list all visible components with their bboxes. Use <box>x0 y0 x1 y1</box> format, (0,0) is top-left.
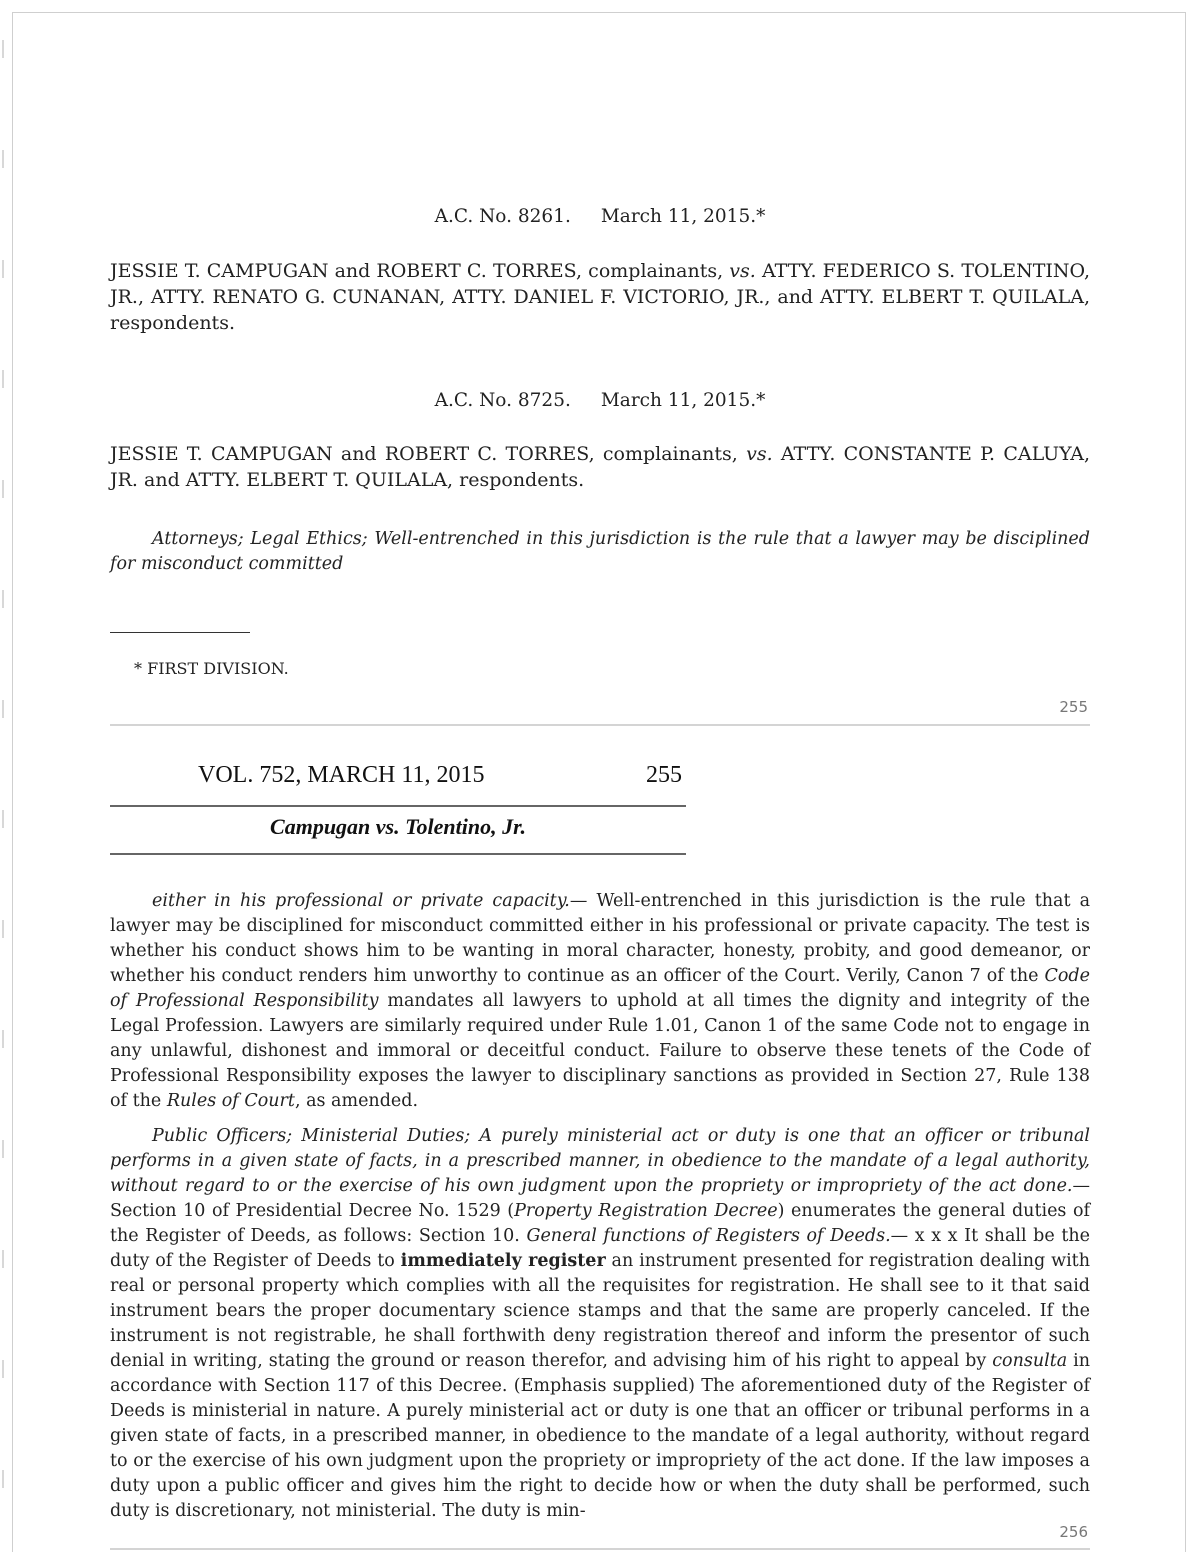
header-rule-bottom <box>110 853 686 855</box>
case2-number: A.C. No. 8725. <box>434 390 571 411</box>
footnote <box>134 656 1114 681</box>
page-separator-2 <box>110 1548 1090 1550</box>
case1-caption <box>110 258 1090 336</box>
case-title: Campugan vs. Tolentino, Jr. <box>270 814 526 839</box>
case2-complainants: JESSIE T. CAMPUGAN and ROBERT C. TORRES, complainants, <box>110 443 738 465</box>
syllabus-text: Attorneys; Legal Ethics; Well-entrenched in this jurisdiction is the rule that a lawyer may be disciplined for misconduct committed <box>110 529 1090 574</box>
case2-date: March 11, 2015.* <box>600 390 766 411</box>
case1-respondents: ATTY. FEDERICO S. TOLENTINO, JR., ATTY. RENATO G. CUNANAN, ATTY. DANIEL F. VICTORIO, JR., and ATTY. ELBERT T. QUILALA, respondents. <box>110 260 1090 334</box>
syllabus-para-2: Public Officers; Ministerial Duties; A purely ministerial act or duty is one that an officer or tribunal performs in a given state of facts, in a prescribed manner, in obedience to the mandate of a legal authority, without regard to or the exercise of his own judgment upon the propriety or impropriety of the act done.— Section 10 of Presidential Decree No. 1529 (Property Registration Decree) enumerates the general duties of the Register of Deeds, as follows: Section 10. General functions of Registers of Deeds.— x x x It shall be the duty of the Register of Deeds to immediately register an instrument presented for registration dealing with real or personal property which complies with all the requisites for registration. He shall see to it that said instrument bears the proper documentary science stamps and that the same are properly canceled. If the instrument is not registrable, he shall forthwith deny registration thereof and inform the presentor of such denial in writing, stating the ground or reason therefor, and advising him of his right to appeal by consulta in accordance with Section 117 of this Decree. (Emphasis supplied) The aforementioned duty of the Register of Deeds is ministerial in nature. A purely ministerial act or duty is one that an officer or tribunal performs in a given state of facts, in a prescribed manner, in obedience to the mandate of a legal authority, without regard to or the exercise of his own judgment upon the propriety or impropriety of the act done. If the law imposes a duty upon a public officer and gives him the right to decide how or when the duty shall be performed, such duty is discretionary, not ministerial. The duty is min- <box>110 1126 1090 1521</box>
case2-respondents: ATTY. CONSTANTE P. CALUYA, JR. and ATTY. ELBERT T. QUILALA, respondents. <box>110 443 1090 491</box>
case1-header <box>110 204 1090 229</box>
case2-caption <box>110 441 1090 493</box>
case1-number: A.C. No. 8261. <box>434 206 571 227</box>
running-page-number: 255 <box>646 762 682 788</box>
footnote-rule <box>110 632 250 633</box>
case1-complainants: JESSIE T. CAMPUGAN and ROBERT C. TORRES, complainants, <box>110 260 724 282</box>
case1-vs: vs. <box>729 260 756 282</box>
page-separator-1 <box>110 724 1090 726</box>
scroll-ruler <box>2 0 8 1553</box>
page-number-256: 256 <box>1059 1523 1088 1541</box>
running-head: VOL. 752, MARCH 11, 2015 <box>198 762 485 788</box>
case2-header <box>110 388 1090 413</box>
syllabus-para-1: either in his professional or private capacity.— Well-entrenched in this jurisdiction is the rule that a lawyer may be disciplined for misconduct committed either in his professional or private capacity. The test is whether his conduct shows him to be wanting in moral character, honesty, probity, and good demeanor, or whether his conduct renders him unworthy to continue as an officer of the Court. Verily, Canon 7 of the Code of Professional Responsibility mandates all lawyers to uphold at all times the dignity and integrity of the Legal Profession. Lawyers are similarly required under Rule 1.01, Canon 1 of the same Code not to engage in any unlawful, dishonest and immoral or deceitful conduct. Failure to observe these tenets of the Code of Professional Responsibility exposes the lawyer to disciplinary sanctions as provided in Section 27, Rule 138 of the Rules of Court, as amended. <box>110 891 1091 1111</box>
case2-vs: vs. <box>746 443 773 465</box>
footnote-text: * FIRST DIVISION. <box>134 659 289 678</box>
header-rule-top <box>110 805 686 807</box>
syllabus-start <box>110 527 1090 577</box>
case1-date: March 11, 2015.* <box>600 206 766 227</box>
page-number-255: 255 <box>1059 698 1088 716</box>
